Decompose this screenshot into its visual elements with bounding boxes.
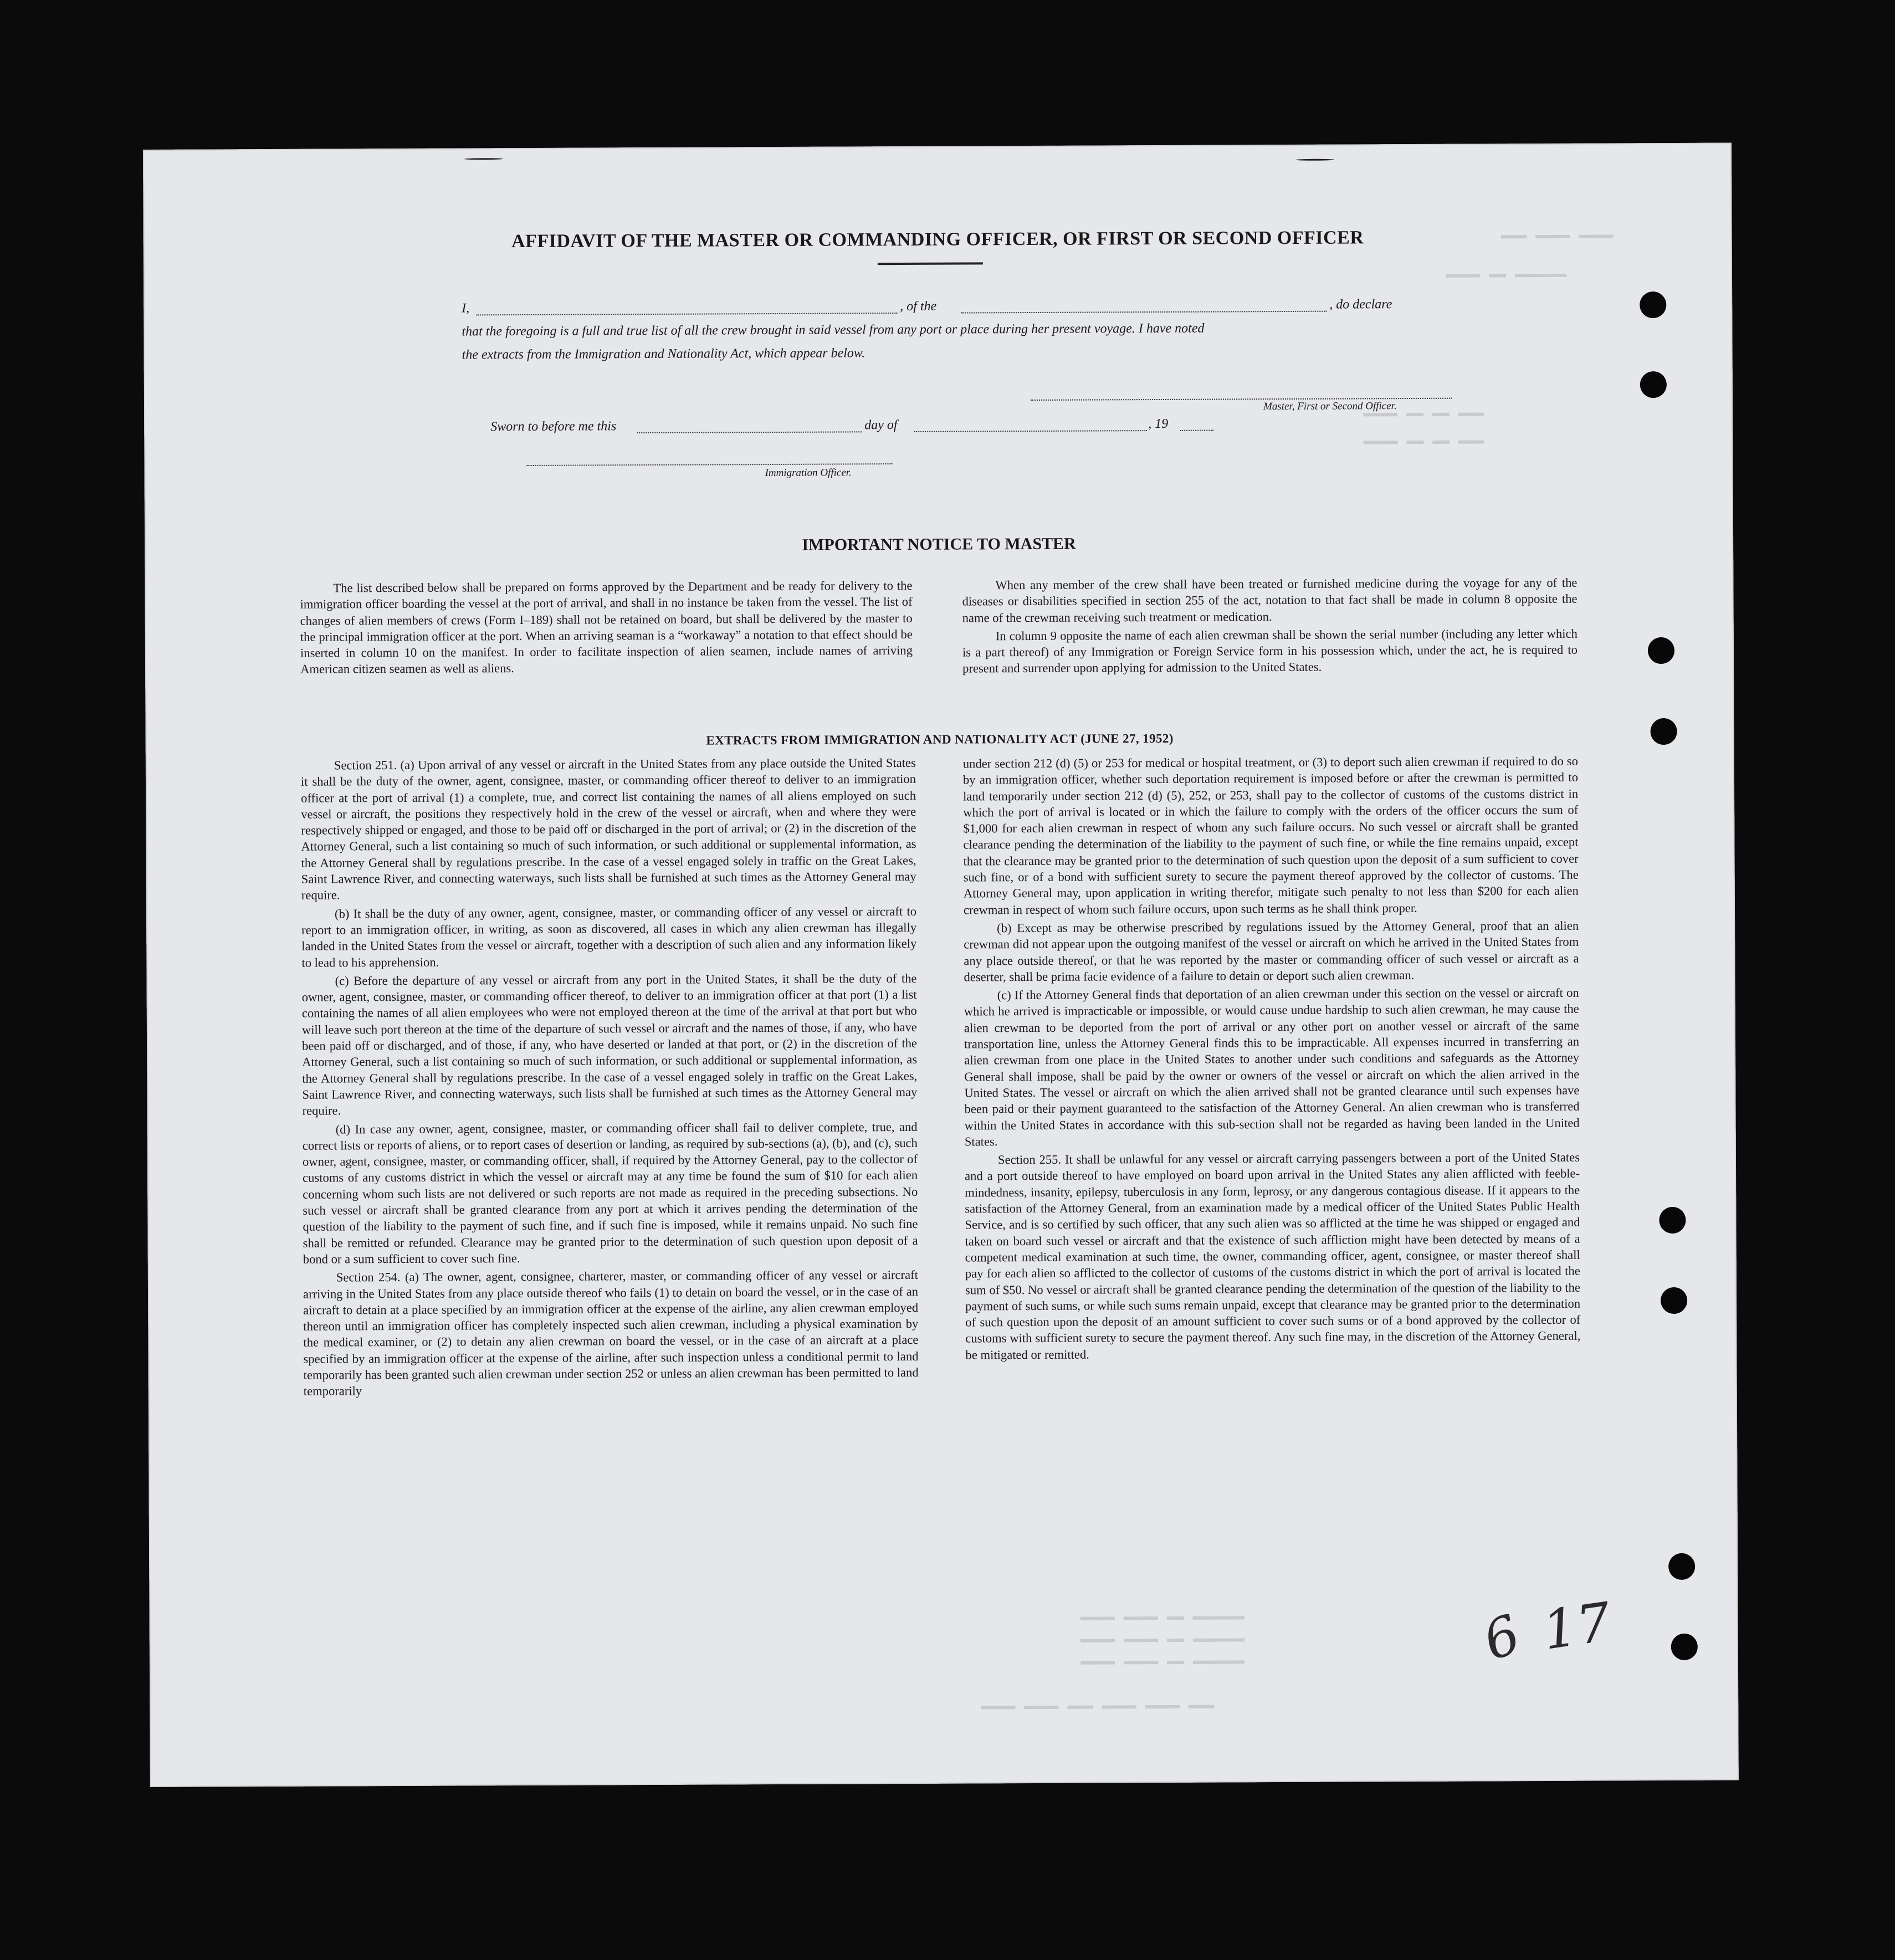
affidavit-title: AFFIDAVIT OF THE MASTER OR COMMANDING OFFICER, OR FIRST OR SECOND OFFICER xyxy=(511,227,1364,252)
punch-hole xyxy=(1661,1287,1687,1314)
officer-signature-caption: Immigration Officer. xyxy=(765,467,852,479)
notice-paragraph: The list described below shall be prepared on forms approved by the Department and be ready for delivery to the immigration officer boarding the vessel at the port of arrival, and shall in no instance be taken from the vessel. The list of changes of alien members of crews (Form I–189) shall not be retained on board, but shall be delivered by the master to the principal immigration officer at the port. When an arriving seaman is a “workaway” a notation to that effect should be inserted in column 10 on the manifest. In order to facilitate inspection of alien seamen, include names of arriving American citizen seamen as well as aliens. xyxy=(300,578,913,677)
notice-paragraph: In column 9 opposite the name of each alien crewman shall be shown the serial number (including any letter which is a part thereof) of any Immigration or Foreign Service form in his possession which, under the act, he is required to present and surrender upon applying for admission to the United States. xyxy=(962,626,1578,676)
affidavit-statement-line2: the extracts from the Immigration and Nationality Act, which appear below. xyxy=(462,346,865,362)
title-rule xyxy=(878,262,983,265)
notice-left-column xyxy=(300,577,913,680)
document-page xyxy=(143,142,1739,1787)
notice-right-column xyxy=(962,575,1578,679)
section-paragraph: Section 255. It shall be unlawful for any vessel or aircraft carrying passengers between a port of the United States and a port outside thereof to have employed on board upon arrival in the United States any alien afflicted with feeble-mindedness, insanity, epilepsy, tuberculosis in any form, leprosy, or any dangerous contagious disease. If it appears to the satisfaction of the Attorney General, from an examination made by a medical officer of the United States Public Health Service, and is so certified by such officer, that any such alien was so afflicted at the time he was shipped or engaged and taken on board such vessel or aircraft and that the existence of such affliction might have been detected by means of a competent medical examination at such time, the owner, commanding officer, agent, consignee, or master thereof shall pay for each alien so afflicted to the collector of customs of the customs district in which the port of arrival is located the sum of $50. No vessel or aircraft shall be granted clearance pending the determination of the question of the liability to the payment of such sums, or while such sums remain unpaid, except that clearance may be granted prior to the determination of such question upon the deposit of an amount sufficient to cover such sums or of a bond approved by the collector of customs with sufficient surety to secure the payment thereof. Any such fine may, in the discretion of the Attorney General, be mitigated or remitted. xyxy=(965,1150,1581,1362)
master-signature-caption: Master, First or Second Officer. xyxy=(1263,400,1397,413)
officer-signature-line[interactable] xyxy=(526,463,892,466)
section-paragraph: (d) In case any owner, agent, consignee, master, or commanding officer shall fail to deliver complete, true, and correct lists or reports of aliens, or to report cases of desertion or landing, as required by sub-sections (a), (b), and (c), such owner, agent, consignee, master, or commanding officer, shall, if required by the Attorney General, pay to the collector of customs of any customs district in which the vessel or aircraft may at any time be found the sum of $10 for each alien concerning whom such lists are not delivered or such reports are not made as required in the preceding subsections. No such vessel or aircraft shall be granted clearance from any port at which it arrives pending the determination of the question of the liability to the payment of such fine, and if such fine is imposed, while it remains unpaid. No such fine shall be remitted or refunded. Clearance may be granted prior to the determination of such question upon deposit of a bond or a sum sufficient to cover such fine. xyxy=(302,1119,918,1266)
extracts-left-column xyxy=(301,755,919,1401)
year-label: , 19 xyxy=(1148,416,1169,432)
declarant-label: I, xyxy=(462,301,470,316)
punch-hole xyxy=(1659,1207,1686,1234)
do-declare-label: , do declare xyxy=(1329,297,1392,312)
section-paragraph: (b) It shall be the duty of any owner, agent, consignee, master, or commanding officer of any vessel or aircraft to report to an immigration officer, in writing, as soon as discovered, all cases in which any alien crewman has illegally landed in the United States from the vessel or aircraft, together with a description of such alien and any information likely to lead to his apprehension. xyxy=(301,904,917,970)
affidavit-statement-line1: that the foregoing is a full and true list of all the crew brought in said vessel from any port or place during her present voyage. I have noted xyxy=(462,321,1205,339)
ink-speck xyxy=(464,158,503,160)
extracts-right-column xyxy=(963,753,1581,1365)
punch-hole xyxy=(1640,371,1667,398)
section-paragraph: (c) If the Attorney General finds that deportation of an alien crewman under this section on the vessel or aircraft on which he arrived is impracticable or impossible, or would cause undue hardship to such alien crewman, he may cause the alien crewman to be deported from the port of arrival or any other port on another vessel or aircraft of the same transportation line, unless the Attorney General finds this to be impracticable. All expenses incurred in transferring an alien crewman from one place in the United States to another under such conditions and safeguards as the Attorney General shall impose, shall be paid by the owner or owners of the vessel or aircraft on which the alien arrived in the United States. The vessel or aircraft on which the alien arrived shall not be granted clearance until such expenses have been paid or their payment guaranteed to the satisfaction of the Attorney General. An alien crewman who is transferred within the United States in accordance with this sub-section shall not be regarded as having been landed in the United States. xyxy=(964,985,1580,1149)
notice-paragraph: When any member of the crew shall have been treated or furnished medicine during the voyage for any of the diseases or disabilities specified in section 255 of the act, notation to that fact shall be made in column 8 opposite the name of the crewman receiving such treatment or medication. xyxy=(962,575,1578,625)
sworn-year-field[interactable] xyxy=(1180,430,1213,431)
punch-hole xyxy=(1648,637,1674,664)
section-paragraph: Section 254. (a) The owner, agent, consignee, charterer, master, or commanding officer of any vessel or aircraft arriving in the United States from any place outside thereof who fails (1) to detain on board the vessel, or in the case of an aircraft to detain at a place specified by an immigration officer at the expense of the airline, any alien crewman employed thereon until an immigration officer has completely inspected such alien crewman, including a physical examination by the medical examiner, or (2) to detain any alien crewman on board the vessel, or in the case of an aircraft at a place specified by an immigration officer at the expense of the airline, after such inspection unless a conditional permit to land temporarily has been granted such alien crewman under section 252 or unless an alien crewman has been permitted to land temporarily xyxy=(303,1268,919,1399)
notice-title: IMPORTANT NOTICE TO MASTER xyxy=(802,534,1076,554)
section-paragraph: (b) Except as may be otherwise prescribed by regulations issued by the Attorney General, proof that an alien crewman did not appear upon the outgoing manifest of the vessel or aircraft on which he arrived in the United States from any place outside thereof, or that he was reported by the master or commanding officer of such vessel or aircraft as a deserter, shall be prima facie evidence of a failure to detain or deport such alien crewman. xyxy=(964,918,1579,984)
day-of-label: day of xyxy=(864,418,898,433)
show-through-text: ▬▬▬ ▬▬▬▬ ▬▬▬▬ ▬▬▬▬ ▬▬ ▬▬▬▬▬▬ ▬▬▬▬ ▬▬ ▬▬ ▬▬▬ ▬▬▬▬ ▬▬ ▬▬ ▬▬▬ ▬▬▬▬ ▬▬▬▬ ▬▬ ▬▬▬▬▬▬ ▬▬▬▬ ▬▬▬▬ ▬▬ ▬▬▬▬▬▬ ▬▬▬▬ ▬▬▬▬ ▬▬ ▬▬▬▬▬▬ ▬▬▬▬ ▬▬▬▬ ▬▬▬ ▬▬▬▬ ▬▬▬▬ ▬▬▬ xyxy=(981,226,1614,1715)
of-the-label: , of the xyxy=(900,299,937,314)
section-paragraph: (c) Before the departure of any vessel or aircraft from any port in the United States, it shall be the duty of the owner, agent, consignee, master, or commanding officer thereof, to deliver to an immigration officer at that port (1) a list containing the names of all alien employees who were not employed thereon at the time of the arrival at that port but who will leave such port thereon at the time of the departure of such vessel or aircraft and the names of those, if any, who have been paid off or discharged, and of those, if any, who have deserted or landed at that port, or (2) in the discretion of the Attorney General, such a list containing so much of such information, or such additional or supplemental information, as the Attorney General shall by regulations prescribe. In the case of a vessel engaged solely in traffic on the Great Lakes, Saint Lawrence River, and connecting waterways, such lists shall be furnished at such times as the Attorney General may require. xyxy=(301,971,918,1118)
sworn-day-field[interactable] xyxy=(637,431,862,433)
handwritten-page-number: 17 xyxy=(1539,1590,1615,1662)
declarant-name-field[interactable] xyxy=(476,313,897,315)
sworn-month-field[interactable] xyxy=(914,430,1147,432)
punch-hole xyxy=(1640,291,1666,318)
sworn-label: Sworn to before me this xyxy=(490,419,617,434)
punch-hole xyxy=(1671,1634,1698,1660)
ink-speck xyxy=(1295,159,1334,161)
punch-hole xyxy=(1668,1553,1695,1580)
section-paragraph: Section 251. (a) Upon arrival of any vessel or aircraft in the United States from any place outside the United States it shall be the duty of the owner, agent, consignee, master, or commanding officer thereof to deliver to an immigration officer at the port of arrival (1) a complete, true, and correct list containing the names of all aliens employed on such vessel or aircraft, the positions they respectively hold in the crew of the vessel or aircraft, when and where they were respectively shipped or engaged, and those to be paid off or discharged in the port of arrival; or (2) in the discretion of the Attorney General, such a list containing so much of such information, or such additional or supplemental information, as the Attorney General shall by regulations prescribe. In the case of a vessel engaged solely in traffic on the Great Lakes, Saint Lawrence River, and connecting waterways, such lists shall be furnished at such times as the Attorney General may require. xyxy=(300,755,916,903)
vessel-name-field[interactable] xyxy=(961,311,1326,314)
handwritten-mark: 6 xyxy=(1475,1603,1529,1673)
extracts-title: EXTRACTS FROM IMMIGRATION AND NATIONALITY ACT (JUNE 27, 1952) xyxy=(706,731,1174,748)
section-paragraph: under section 212 (d) (5) or 253 for medical or hospital treatment, or (3) to deport such alien crewman if required to do so by an immigration officer, whether such deportation requirement is imposed before or after the crewman is permitted to land temporarily under section 212 (d) (5), 252, or 253, shall pay to the collector of customs of the customs district in which the port of arrival is located or in which the failure to comply with the orders of the officer occurs the sum of $1,000 for each alien crewman in respect of whom any such failure occurs. No such vessel or aircraft shall be granted clearance pending the determination of the liability to the payment of such fine, or while the fine remains unpaid, except that the clearance may be granted prior to the determination of such question upon the deposit of a sum sufficient to cover such fine, or of a bond with sufficient surety to secure the payment thereof approved by the collector of customs. The Attorney General may, upon application in writing therefor, mitigate such penalty to not less than $200 for each alien crewman in respect of whom such failure occurs, upon such terms as he shall think proper. xyxy=(962,754,1579,917)
